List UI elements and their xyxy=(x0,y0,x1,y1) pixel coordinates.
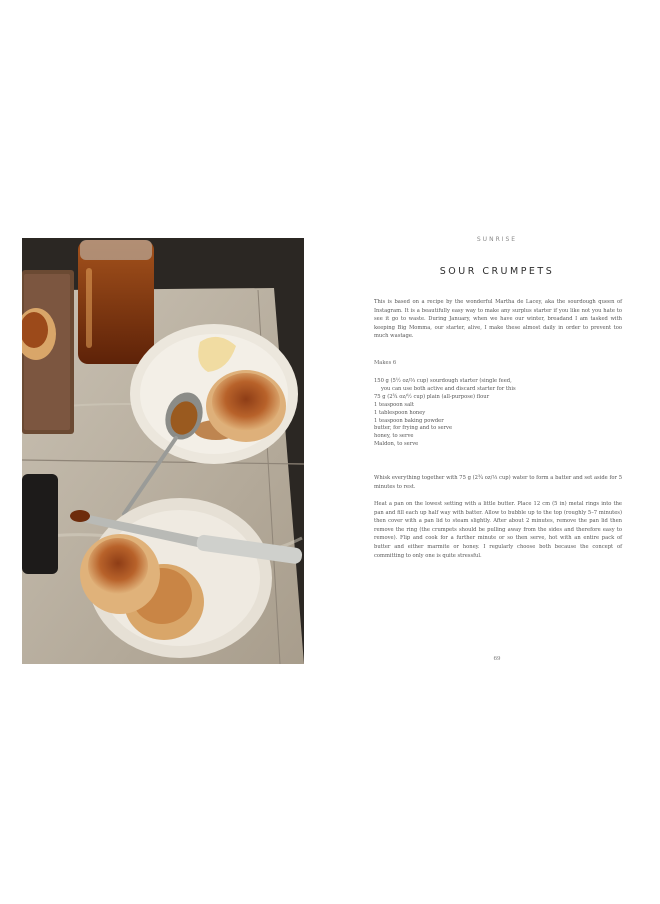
recipe-intro: This is based on a recipe by the wonderful Martha de Lacey, aka the sourdough queen of Instagram. It is a beautifully easy way to make any surplus starter if you like not you hate to see it go to waste. During January, when we have our winter, breadand I am tasked with keeping Big Momma, our starter, alive, I make these almost daily in order to prevent too much wastage. xyxy=(374,299,622,340)
recipe-yield: Makes 6 xyxy=(374,360,397,366)
ingredient-item: 150 g (5½ oz/⅔ cup) sourdough starter (single feed, xyxy=(374,378,512,384)
method-step: Heat a pan on the lowest setting with a little butter. Place 12 cm (5 in) metal rings into the pan and fill each up half way with batter. Allow to bubble up to the top (roughly 5–7 minutes) then cover with a pan lid to steam slightly. After about 2 minutes, remove the pan lid then remove the ring (the crumpets should be pulling away from the sides and therefore easy to remove). Flip and cook for a further minute or so then serve, hot with an entire pack of butter and either marmite or honey. I regularly choose both because the concept of committing to only one is quite stressful. xyxy=(374,501,622,559)
recipe-photo xyxy=(22,238,304,664)
ingredient-item: honey, to serve xyxy=(374,433,414,440)
ingredient-item: 1 teaspoon baking powder xyxy=(374,417,444,424)
ingredient-item: 1 tablespoon honey xyxy=(374,409,426,416)
ingredient-item: you can use both active and discard starter for this xyxy=(381,385,516,392)
section-label: SUNRISE xyxy=(476,236,518,243)
method-step: Whisk everything together with 75 g (2¾ oz/⅓ cup) water to form a batter and set aside for 5 minutes to rest. xyxy=(374,475,622,490)
ingredient-item: 75 g (2¾ oz/½ cup) plain (all-purpose) flour xyxy=(374,393,490,400)
ingredient-item: 1 teaspoon salt xyxy=(374,401,414,408)
ingredient-item: Maldon, to serve xyxy=(374,441,419,448)
ingredients-list xyxy=(374,378,614,449)
page-number: 69 xyxy=(493,656,501,662)
crumpets-photo-illustration xyxy=(22,238,304,664)
ingredient-item: butter, for frying and to serve xyxy=(374,425,453,432)
recipe-title: SOUR CRUMPETS xyxy=(439,266,555,277)
